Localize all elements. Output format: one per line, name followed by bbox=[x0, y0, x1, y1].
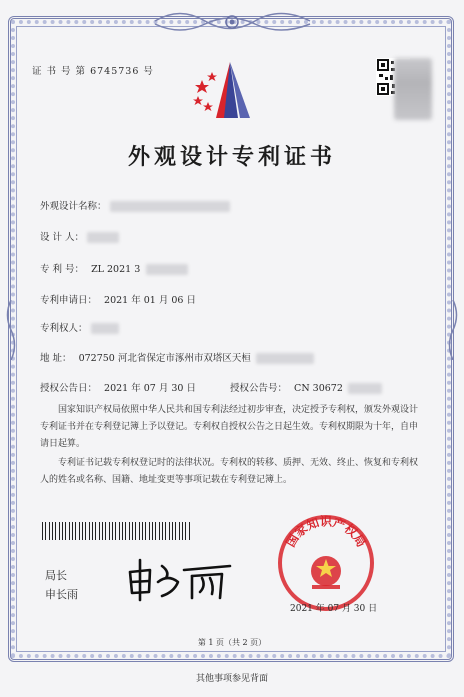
grant-date-label: 授权公告日： bbox=[40, 383, 98, 394]
design-name-label: 外观设计名称： bbox=[40, 201, 107, 212]
patent-number-row bbox=[40, 261, 188, 275]
patentee-label: 专利权人： bbox=[40, 323, 88, 334]
redacted-value bbox=[110, 201, 230, 212]
left-ornament-icon bbox=[4, 300, 18, 360]
footer-note: 其他事项参见背面 bbox=[195, 674, 268, 684]
patentee-row bbox=[40, 320, 119, 334]
barcode-icon bbox=[42, 522, 190, 540]
page-number: 第 1 页（共 2 页） bbox=[197, 638, 267, 647]
design-name-row bbox=[40, 198, 230, 212]
filing-date-label: 专利申请日： bbox=[40, 295, 98, 306]
grant-date-row bbox=[40, 380, 196, 394]
redacted-value bbox=[256, 353, 314, 364]
grant-number-value: CN 30672 bbox=[294, 383, 343, 394]
address-row bbox=[40, 350, 314, 364]
right-ornament-icon bbox=[446, 300, 460, 360]
designer-label: 设 计 人： bbox=[40, 232, 85, 243]
certificate-number: 证 书 号 第 6745736 号 bbox=[32, 66, 154, 77]
redacted-value bbox=[91, 323, 119, 334]
redacted-value bbox=[348, 383, 382, 394]
top-ornament-icon bbox=[150, 6, 315, 36]
director-title: 局长 bbox=[45, 569, 67, 582]
director-signature bbox=[122, 552, 242, 602]
address-label: 地 址： bbox=[40, 353, 72, 364]
director-name: 申长雨 bbox=[45, 588, 78, 601]
designer-row bbox=[40, 229, 119, 243]
grant-paragraph: 国家知识产权局依照中华人民共和国专利法经过初步审查，决定授予专利权，颁发外观设计专利证书并在专利登记簿上予以登记。专利权自授权公告之日起生效。专利权期限为十年，自申请日起算。 bbox=[40, 405, 419, 449]
grant-date-value: 2021 年 07 月 30 日 bbox=[104, 383, 196, 394]
filing-date-value: 2021 年 01 月 06 日 bbox=[104, 295, 196, 306]
redacted-value bbox=[87, 232, 119, 243]
patent-number-label: 专 利 号： bbox=[40, 264, 85, 275]
legal-status-paragraph: 专利证书记载专利权登记时的法律状况。专利权的转移、质押、无效、终止、恢复和专利权人的姓名或名称、国籍、地址变更等事项记载在专利登记簿上。 bbox=[40, 458, 419, 485]
seal-text: 国家知识产权局 bbox=[283, 514, 369, 550]
svg-text:国家知识产权局 bbox=[283, 514, 368, 550]
redacted-value bbox=[146, 264, 188, 275]
official-seal bbox=[276, 513, 376, 613]
address-value: 072750 河北省保定市涿州市双塔区天桓 bbox=[78, 353, 251, 364]
seal-date: 2021 年 07 月 30 日 bbox=[290, 604, 378, 614]
page-title: 外观设计专利证书 bbox=[127, 144, 336, 170]
grant-number-label: 授权公告号： bbox=[230, 383, 288, 394]
redacted-area bbox=[394, 58, 432, 120]
patent-number-value: ZL 2021 3 bbox=[91, 264, 141, 275]
grant-number-row bbox=[230, 380, 382, 394]
filing-date-row bbox=[40, 292, 196, 306]
cnipa-emblem-icon bbox=[190, 58, 265, 120]
